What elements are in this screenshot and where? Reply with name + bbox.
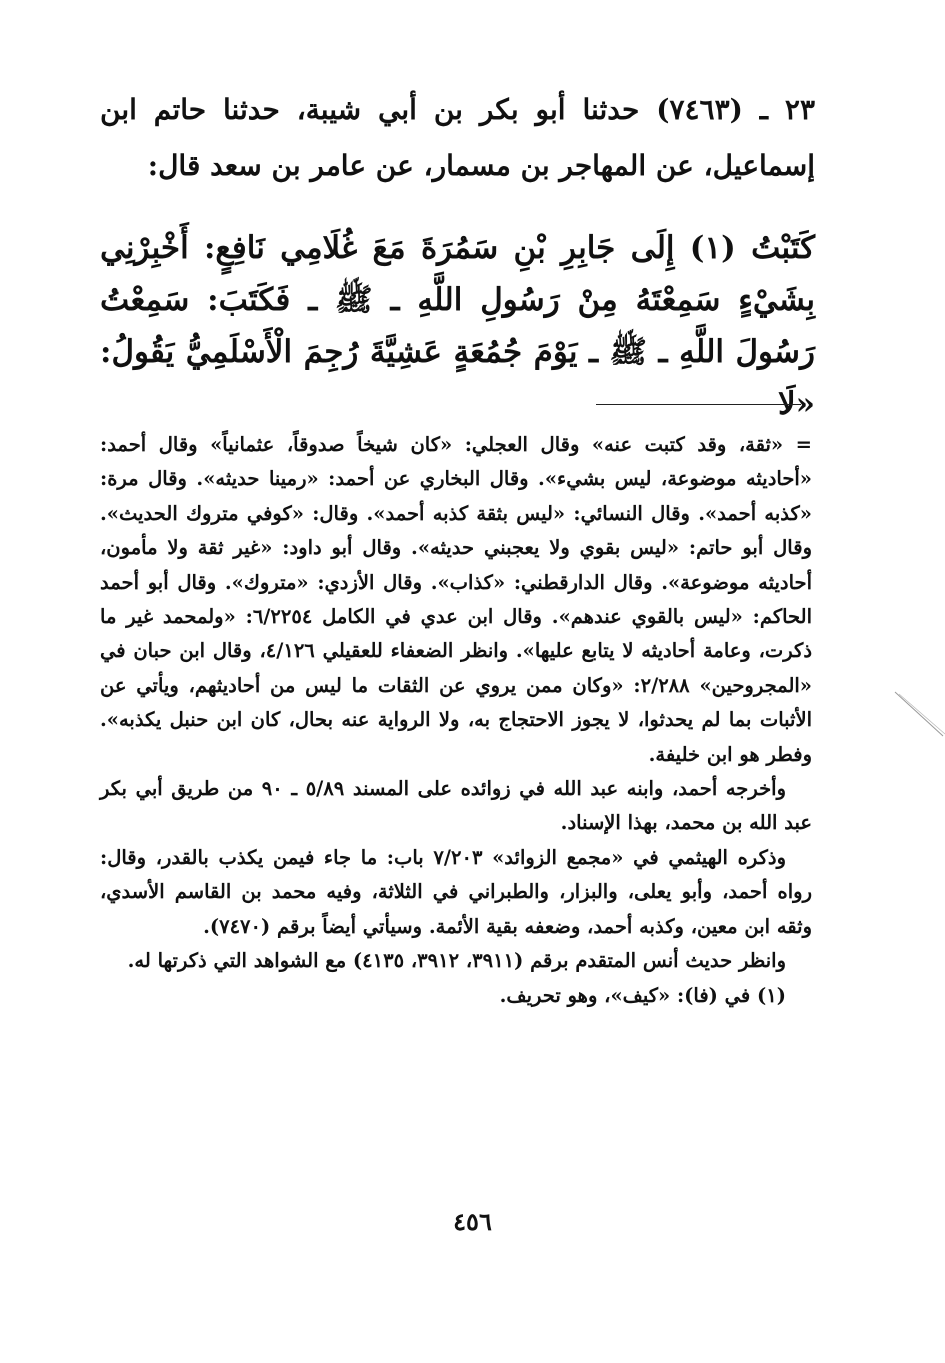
footnote-separator	[596, 404, 801, 405]
footnote-variant: (١) في (فا): «كيف»، وهو تحريف.	[499, 983, 786, 1007]
footnote-haythami: وذكره الهيثمي في «مجمع الزوائد» ٧/٢٠٣ باب: ما جاء فيمن يكذب بالقدر، وقال: رواه أحمد، وأبو يعلى، والبزار، والطبراني في الثلاثة، وفيه محمد بن القاسم الأسدي، وثقه ابن معين، وكذبه أحمد، وضعفه بقية الأئمة. وسيأتي أيضاً برقم (٧٤٧٠).	[100, 845, 812, 938]
footnote-cross-reference: وانظر حديث أنس المتقدم برقم (٣٩١١، ٣٩١٢، ٤١٣٥) مع الشواهد التي ذكرتها له.	[127, 949, 786, 973]
hadith-isnad: ٢٣ ـ (٧٤٦٣) حدثنا أبو بكر بن أبي شيبة، حدثنا حاتم ابن إسماعيل، عن المهاجر بن مسمار، عن عامر بن سعد قال:	[100, 93, 815, 182]
footnote-takhrij: وأخرجه أحمد، وابنه عبد الله في زوائده على المسند ٥/٨٩ ـ ٩٠ من طريق أبي بكر عبد الله بن محمد، بهذا الإسناد.	[100, 777, 812, 835]
footnotes-section	[100, 428, 812, 1013]
footnote-continuation: = «ثقة، وقد كتبت عنه» وقال العجلي: «كان شيخاً صدوقاً، عثمانياً» وقال أحمد: «أحاديثه موضوعة، ليس بشيء». وقال البخاري عن أحمد: «رمينا حديثه». وقال مرة: «كذبه أحمد». وقال النسائي: «ليس بثقة كذبه أحمد». وقال: «كوفي متروك الحديث». وقال أبو حاتم: «ليس بقوي ولا يعجبني حديثه». وقال أبو داود: «غير ثقة ولا مأمون، أحاديثه موضوعة». وقال الدارقطني: «كذاب». وقال الأزدي: «متروك». وقال أبو أحمد الحاكم: «ليس بالقوي عندهم». وقال ابن عدي في الكامل ٦/٢٢٥٤: «ولمحمد غير ما ذكرت، وعامة أحاديثه لا يتابع عليها». وانظر الضعفاء للعقيلي ٤/١٢٦، وقال ابن حبان في «المجروحين» ٢/٢٨٨: «وكان ممن يروي عن الثقات ما ليس من أحاديثهم، ويأتي عن الأثبات بما لم يحدثوا، لا يجوز الاحتجاج به، ولا الرواية عنه بحال، كان ابن حنبل يكذبه». وفطر هو ابن خليفة.	[100, 433, 812, 766]
pencil-mark	[893, 690, 945, 740]
hadith-matn: كَتَبْتُ (١) إِلَى جَابِرِ بْنِ سَمُرَةَ مَعَ غُلَامِي نَافِعٍ: أَخْبِرْنِي بِشَيْءٍ سَمِعْتَهُ مِنْ رَسُولِ اللَّهِ ـ ﷺ ـ فَكَتَبَ: سَمِعْتُ رَسُولَ اللَّهِ ـ ﷺ ـ يَوْمَ جُمُعَةٍ عَشِيَّةَ رُجِمَ الْأَسْلَمِيُّ يَقُولُ: «لَا	[100, 230, 815, 422]
page-number: ٤٥٦	[453, 1207, 492, 1236]
